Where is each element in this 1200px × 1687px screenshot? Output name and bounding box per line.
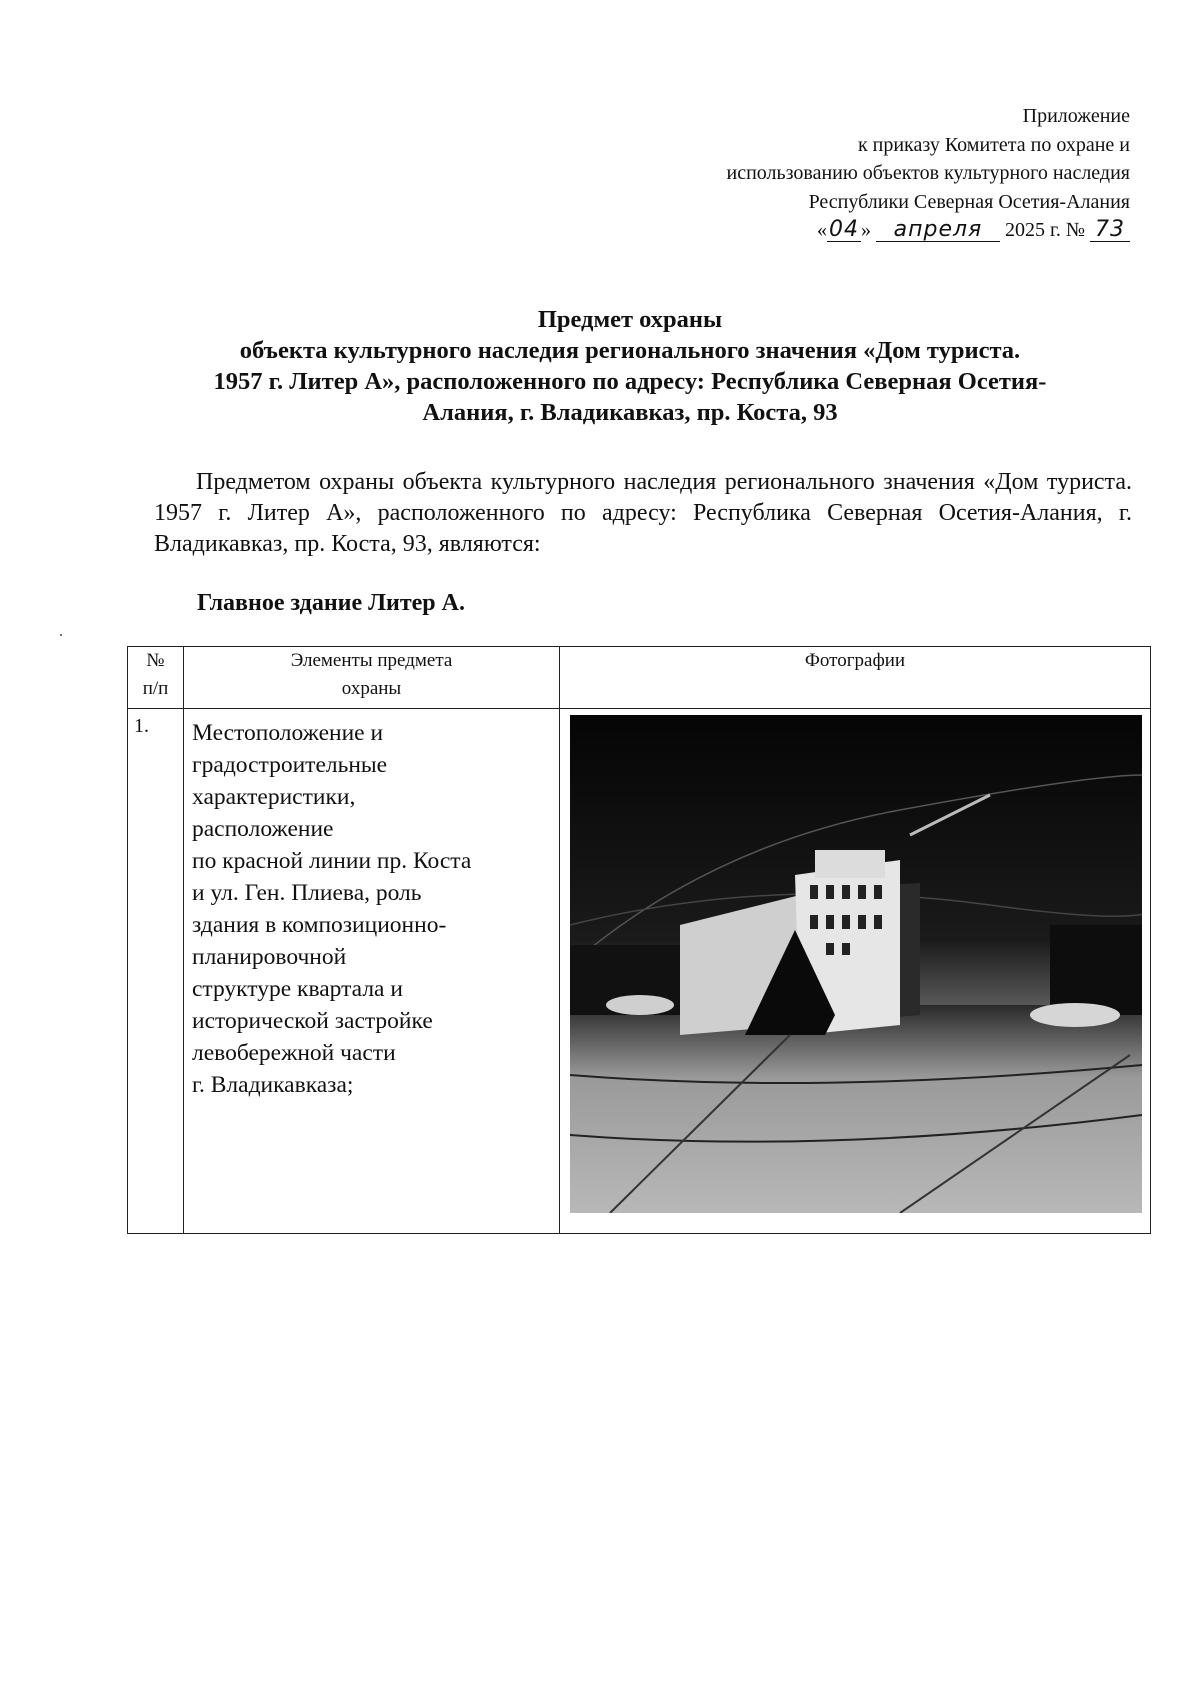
date-month: апреля: [876, 219, 1000, 242]
building-photo: [570, 715, 1142, 1213]
date-close-quote: »: [860, 219, 871, 241]
header-number-line1: №: [146, 650, 165, 671]
document-title: [120, 304, 1140, 428]
header-photos-label: Фотографии: [804, 650, 906, 671]
date-year: 2025 г. №: [1004, 219, 1085, 241]
header-photos: [560, 647, 1151, 709]
order-number: 73: [1090, 219, 1130, 242]
table-header-row: [128, 647, 1151, 709]
header-number-line2: п/п: [142, 678, 169, 699]
title-line-3: 1957 г. Литер А», расположенного по адресу: Республика Северная Осетия-: [213, 368, 1047, 395]
header-elements-line1: Элементы предмета: [290, 650, 453, 671]
title-line-2: объекта культурного наследия регионального значения «Дом туриста.: [239, 337, 1021, 364]
description-line: исторической застройке: [192, 1008, 433, 1034]
description-line: г. Владикавказа;: [192, 1072, 354, 1098]
description-line: структуре квартала и: [192, 976, 403, 1002]
title-line-1: Предмет охраны: [537, 306, 723, 333]
annex-header: [727, 102, 1131, 248]
title-line-4: Алания, г. Владикавказ, пр. Коста, 93: [422, 399, 838, 426]
protection-items-table: [127, 646, 1151, 1234]
row-photo-cell: [560, 709, 1151, 1234]
annex-label: Приложение: [1022, 105, 1130, 127]
description-line: и ул. Ген. Плиева, роль: [192, 880, 422, 906]
date-day: 04: [828, 217, 859, 242]
scan-speck: [60, 634, 62, 636]
row-element-description: [184, 709, 560, 1234]
date-open-quote: «: [816, 219, 827, 241]
row-number: 1.: [128, 709, 184, 1234]
header-elements: [184, 647, 560, 709]
section-heading: Главное здание Литер А.: [197, 590, 465, 616]
annex-date-line: [727, 216, 1131, 248]
annex-republic: Республики Северная Осетия-Алания: [808, 190, 1130, 213]
description-line: планировочной: [192, 944, 347, 970]
description-line: левобережной части: [192, 1040, 396, 1066]
description-line: расположение: [192, 816, 334, 842]
header-elements-line2: охраны: [341, 678, 402, 699]
description-line: по красной линии пр. Коста: [192, 848, 472, 874]
annex-order-ref: к приказу Комитета по охране и: [857, 133, 1130, 156]
description-line: градостроительные: [192, 752, 388, 778]
description-line: Местоположение и: [192, 720, 384, 746]
description-line: здания в композиционно-: [192, 912, 447, 938]
header-number: [128, 647, 184, 709]
intro-paragraph: Предметом охраны объекта культурного наследия регионального значения «Дом туриста. 1957 г. Литер А», расположенного по адресу: Республика Северная Осетия-Алания, г. Владикавказ, пр. Коста, 93, являются:: [154, 469, 1132, 557]
description-line: характеристики,: [192, 784, 356, 810]
table-row: [128, 709, 1151, 1234]
annex-committee: использованию объектов культурного наследия: [726, 162, 1130, 184]
